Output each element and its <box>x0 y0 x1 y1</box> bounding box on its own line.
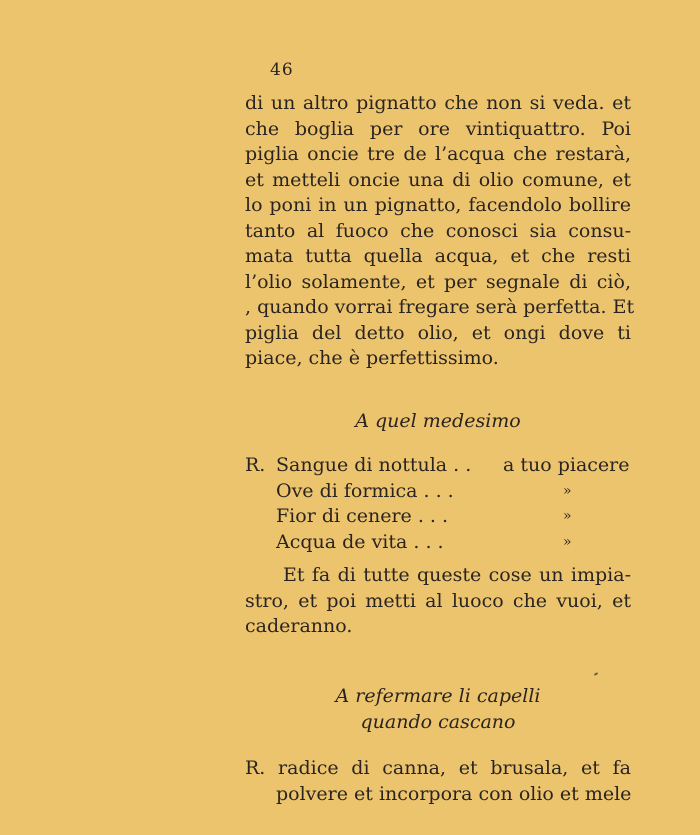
recipe-row <box>245 530 635 556</box>
text-line: piglia oncie tre de l’acqua che restarà, <box>245 143 631 165</box>
text-line: l’olio solamente, et per segnale di ciò, <box>245 270 631 293</box>
recipe-list <box>245 453 635 555</box>
text-line: R. radice di canna, et brusala, et fa <box>245 757 631 779</box>
body-paragraph <box>245 756 631 807</box>
ditto-mark: » <box>563 482 572 499</box>
text-line: Et fa di tutte queste cose un impia- <box>283 564 631 586</box>
text-line: che boglia per ore vintiquattro. Poi <box>245 117 631 140</box>
recipe-prefix: R. <box>245 454 266 476</box>
recipe-row <box>245 453 635 479</box>
text-line: piace, che è perfettissimo. <box>245 347 499 369</box>
body-paragraph <box>245 563 631 640</box>
recipe-row <box>245 479 635 505</box>
text-line: lo poni in un pignatto, facendolo bollire <box>245 194 631 216</box>
text-line: piglia del detto olio, et ongi dove ti <box>245 321 631 344</box>
text-line: mata tutta quella acqua, et che resti <box>245 245 631 267</box>
section-heading: A quel medesimo <box>355 410 521 432</box>
ditto-mark: » <box>563 508 572 524</box>
text-line: di un altro pignatto che non si veda. et <box>245 92 631 114</box>
text-line: , quando vorrai fregare serà perfetta. Et <box>245 296 635 318</box>
heading-line: A refermare li capelli <box>335 685 541 707</box>
ingredient-name: Acqua de vita . . . <box>276 530 444 553</box>
speck <box>594 672 598 676</box>
text-line: caderanno. <box>245 615 353 637</box>
text-line: tanto al fuoco che conosci sia consu- <box>245 219 631 242</box>
text-line: polvere et incorpora con olio et mele <box>276 782 632 805</box>
ingredient-name: Fior di cenere . . . <box>276 505 449 527</box>
ingredient-name: Ove di formica . . . <box>276 479 454 502</box>
text-line: et metteli oncie una di olio comune, et <box>245 168 631 191</box>
body-paragraph <box>245 91 635 372</box>
ingredient-name: Sangue di nottula . . <box>276 454 472 476</box>
recipe-row <box>245 504 635 530</box>
page-number: 46 <box>270 60 294 80</box>
heading-line: quando cascano <box>360 711 516 733</box>
ingredient-amount: a tuo piacere <box>503 454 630 476</box>
ditto-mark: » <box>563 533 572 550</box>
text-line: stro, et poi metti al luoco che vuoi, et <box>245 589 631 612</box>
section-heading <box>245 683 631 735</box>
